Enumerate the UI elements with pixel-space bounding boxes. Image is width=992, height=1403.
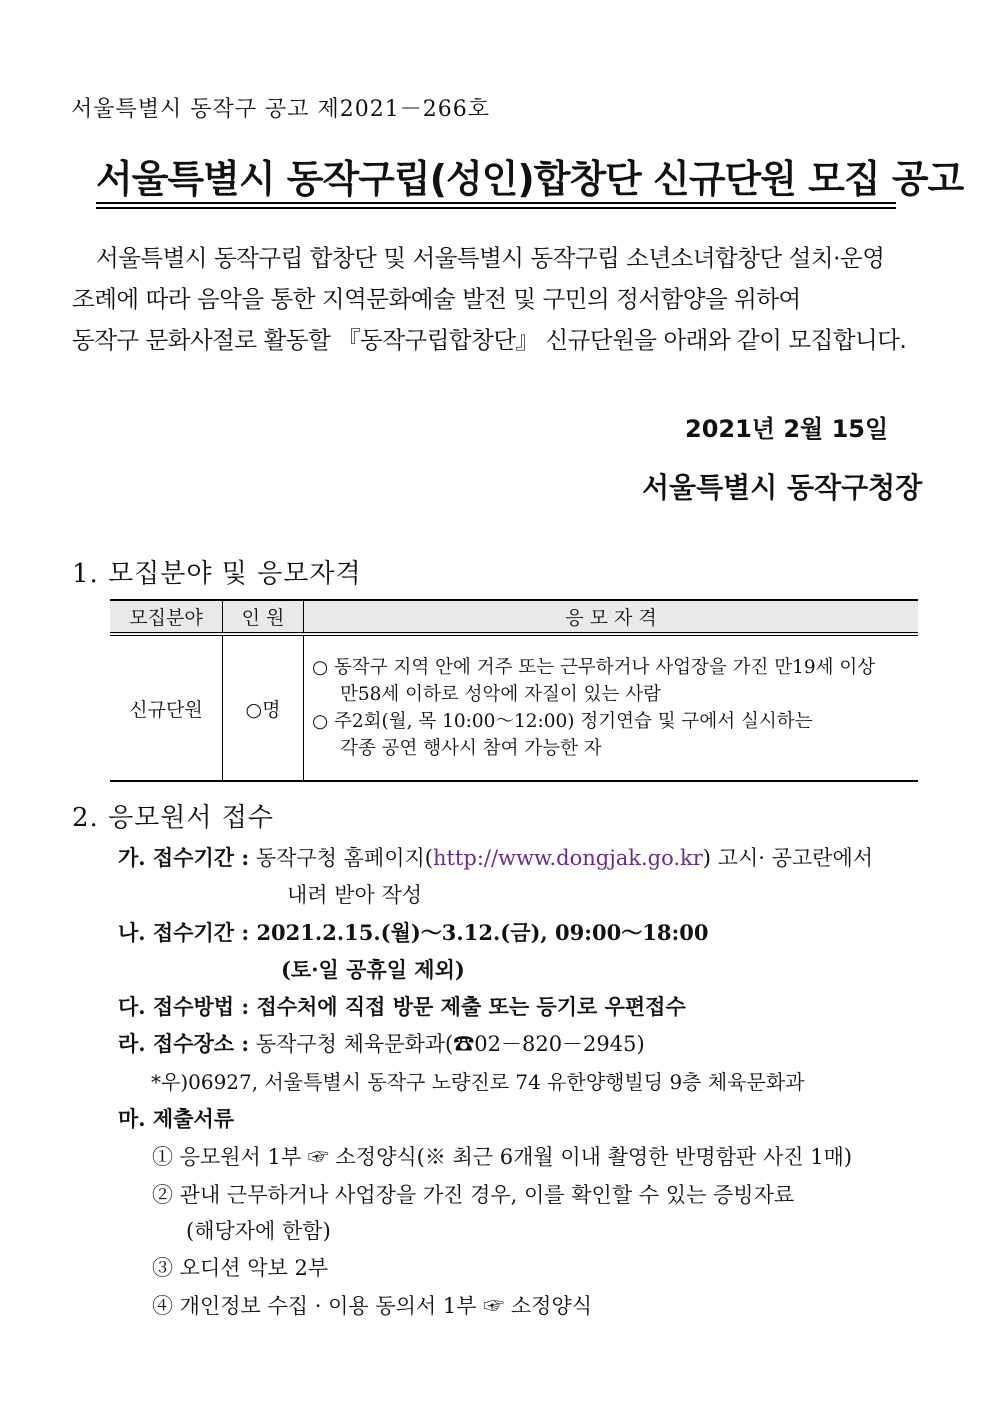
section-heading-recruitment: 1. 모집분야 및 응모자격 [72,559,362,589]
table-row [110,634,918,781]
intro-line: 조례에 따라 음악을 통한 지역문화예술 발전 및 구민의 정서함양을 위하여 [72,285,801,313]
header-field: 모집분야 [110,600,223,634]
notice-date: 2021년 2월 15일 [685,415,889,443]
qualification-line: 각종 공연 행사시 참여 가능한 자 [340,738,602,759]
intro-line: 동작구 문화사절로 활동할 『동작구립합창단』 신규단원을 아래와 같이 모집합니다. [72,326,907,354]
title-underline-double [96,207,896,209]
document-item: ④ 개인정보 수집 · 이용 동의서 1부 ☞ 소정양식 [152,1294,593,1318]
cell-field: 신규단원 [110,634,223,781]
item-da-text: 접수처에 직접 방문 제출 또는 등기로 우편접수 [256,994,686,1019]
header-count: 인 원 [223,600,304,634]
item-da [118,991,686,1021]
notice-number: 서울특별시 동작구 공고 제2021－266호 [71,97,490,122]
item-ra-address: *우)06927, 서울특별시 동작구 노량진로 74 유한양행빌딩 9층 체육문화과 [151,1070,805,1094]
item-ra-text: 동작구청 체육문화과(☎02－820－2945) [255,1032,645,1056]
item-ra [118,1028,645,1058]
section-heading-application: 2. 응모원서 접수 [72,803,275,833]
document-item: ② 관내 근무하거나 사업장을 가진 경우, 이를 확인할 수 있는 증빙자료 [152,1183,795,1207]
item-na-line2: (토·일 공휴일 제외) [281,957,465,982]
item-ga-line2: 내려 받아 작성 [287,883,423,907]
intro-line: 서울특별시 동작구립 합창단 및 서울특별시 동작구립 소년소녀합창단 설치·운영 [96,244,885,272]
document-item: ③ 오디션 악보 2부 [152,1256,329,1280]
qualification-line: ○ 주2회(월, 목 10:00～12:00) 정기연습 및 구에서 실시하는 [312,711,813,732]
page-title: 서울특별시 동작구립(성인)합창단 신규단원 모집 공고 [96,157,964,201]
item-na-text: 2021.2.15.(월)～3.12.(금), 09:00～18:00 [256,920,709,945]
recruitment-table [110,599,918,782]
item-ga-text: 동작구청 홈페이지( [255,846,433,870]
header-qualification: 응 모 자 격 [304,600,919,634]
title-underline [96,202,896,204]
item-ma-label: 마. 제출서류 [118,1106,235,1131]
intro-paragraph [72,238,922,361]
item-ga [118,842,873,872]
cell-count: ○명 [223,634,304,781]
document-item: ① 응모원서 1부 ☞ 소정양식(※ 최근 6개월 이내 촬영한 반명함판 사진 1매) [152,1145,853,1169]
item-da-label: 다. 접수방법 : [118,994,250,1019]
cell-qualifications [304,634,919,781]
item-na-label: 나. 접수기간 : [118,920,250,945]
qualification-line: 만58세 이하로 성악에 자질이 있는 사람 [340,684,662,705]
item-ra-label: 라. 접수장소 : [118,1031,250,1056]
item-ga-label: 가. 접수기간 : [118,845,250,870]
qualification-line: ○ 동작구 지역 안에 거주 또는 근무하거나 사업장을 가진 만19세 이상 [312,657,876,678]
homepage-link[interactable]: http://www.dongjak.go.kr [432,846,703,870]
document-item-note: (해당자에 한함) [186,1219,331,1243]
signer: 서울특별시 동작구청장 [642,471,923,504]
item-ga-text-after: ) 고시· 공고란에서 [702,846,874,870]
table-header-row [110,600,918,634]
item-na [118,917,708,947]
